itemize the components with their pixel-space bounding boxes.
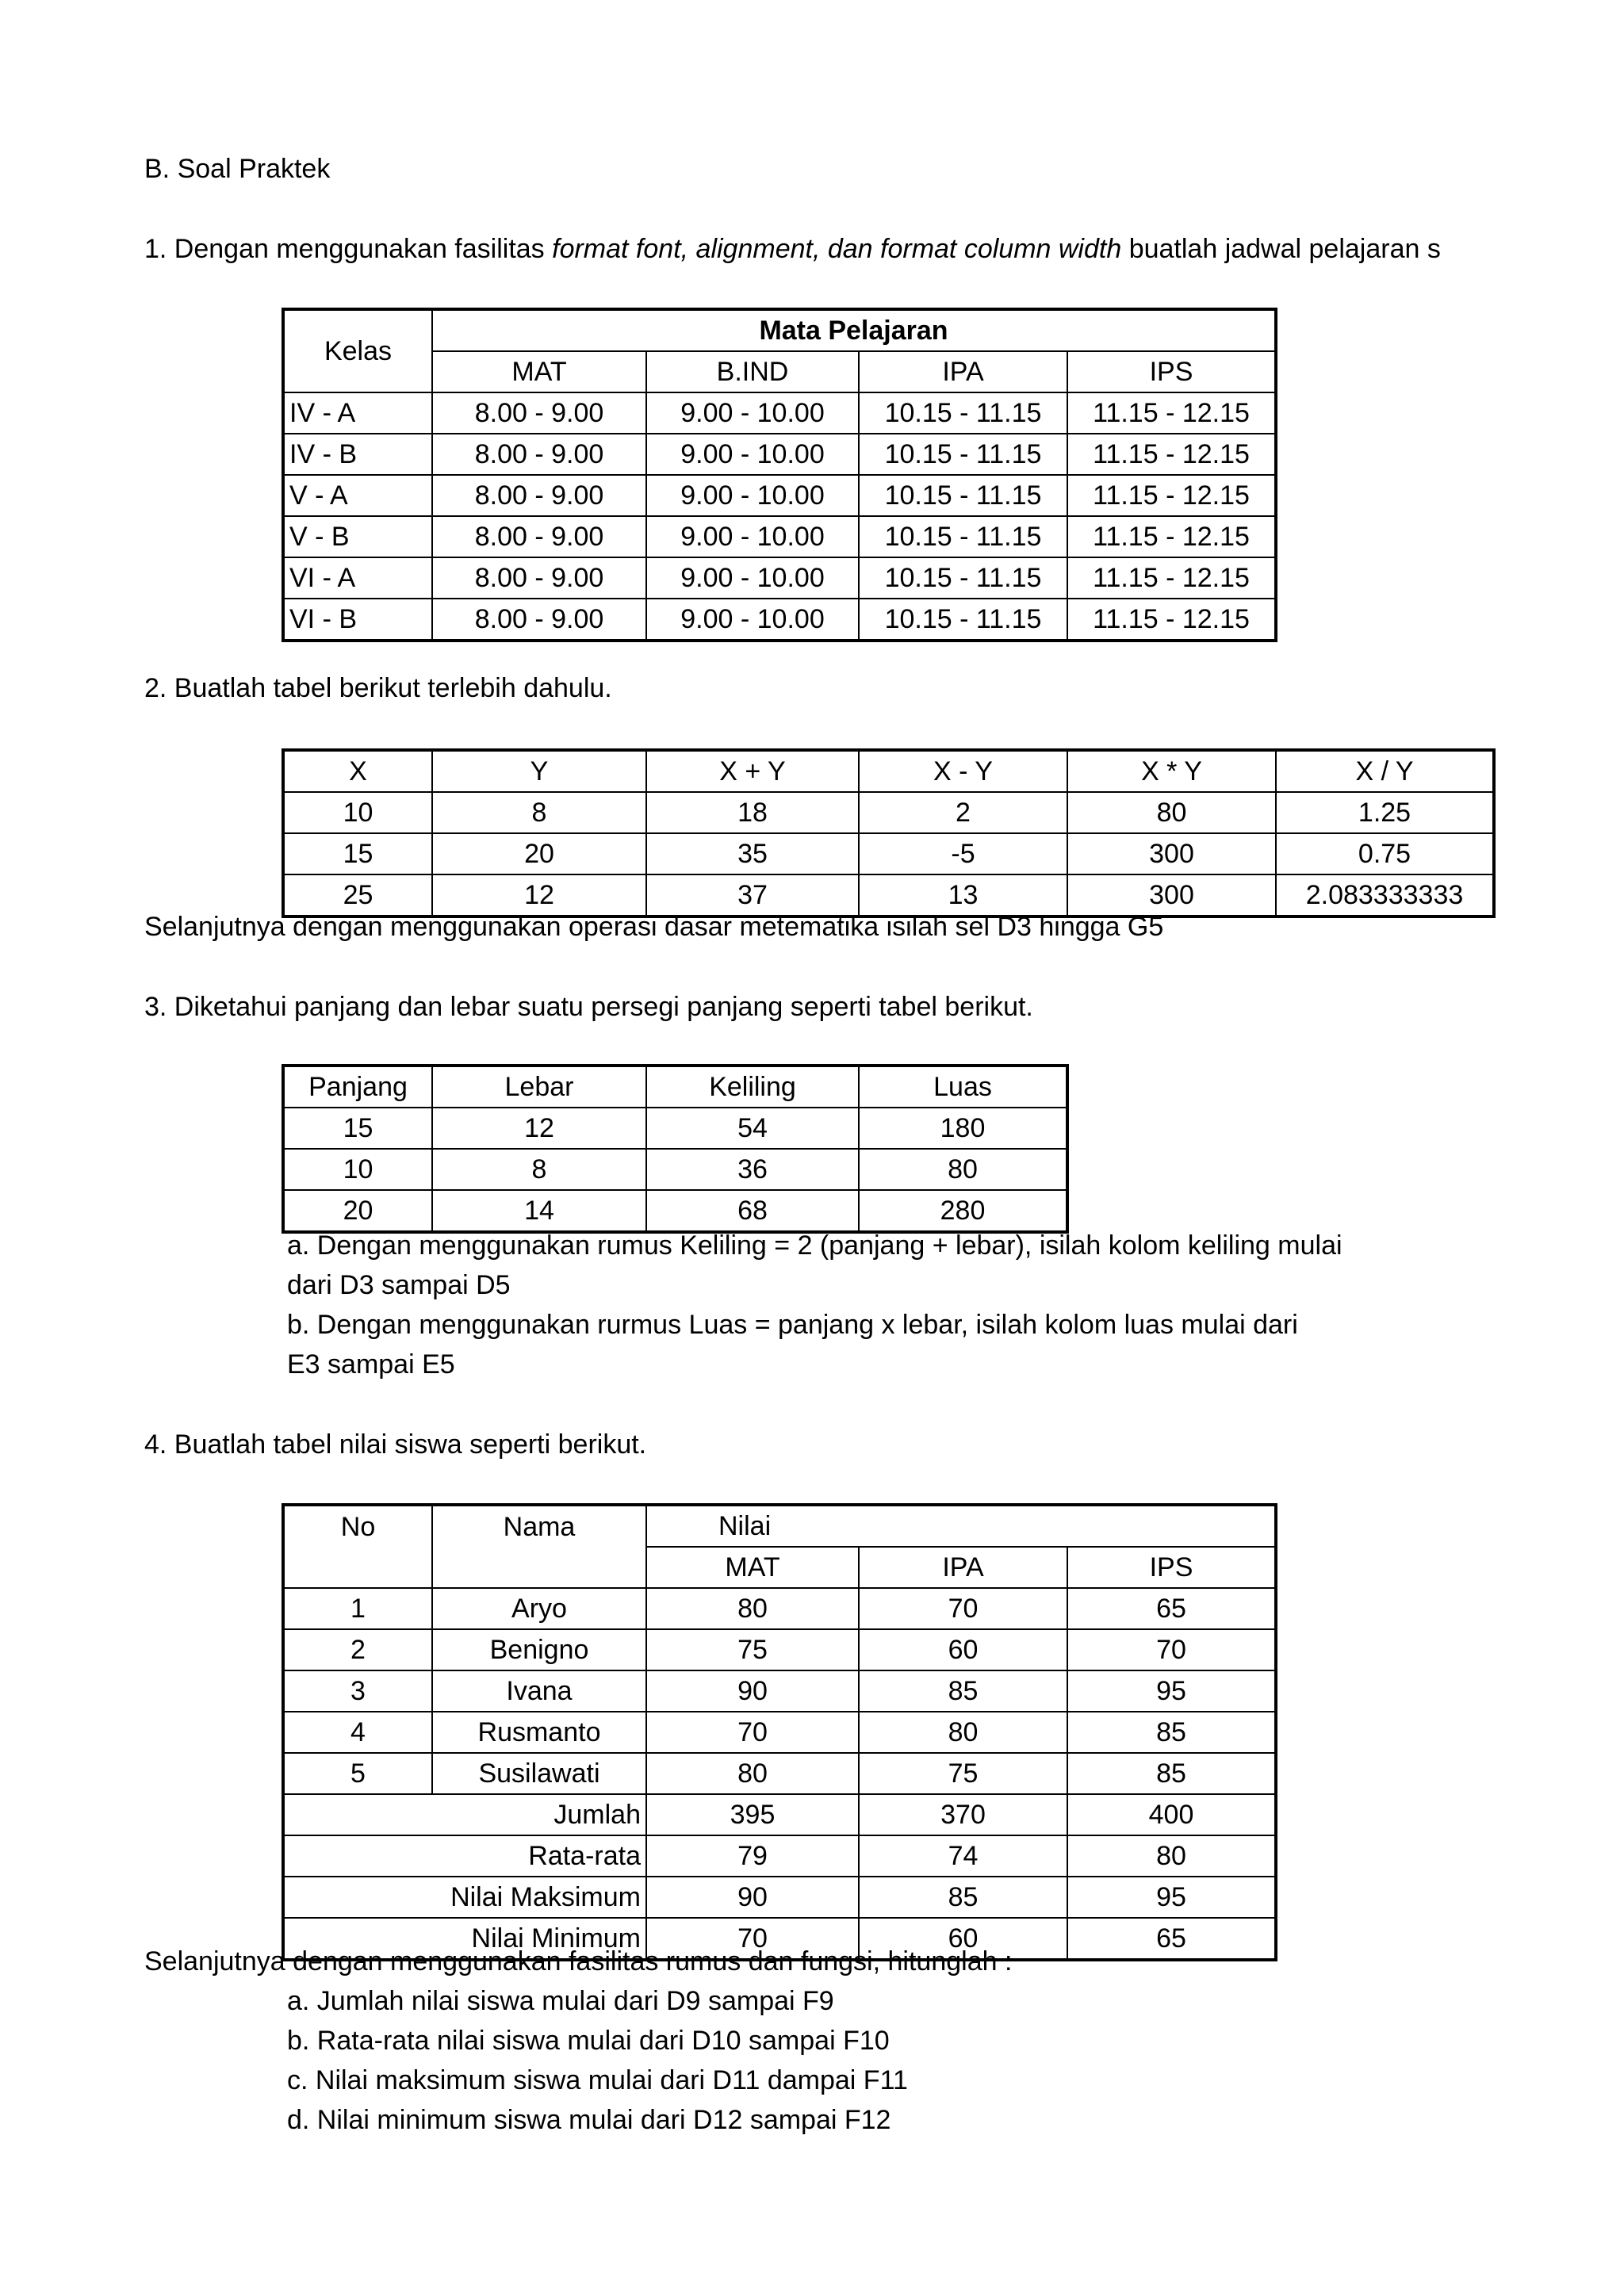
no-cell: 1 [283,1588,432,1629]
cell: 36 [646,1149,859,1190]
header-no: No [283,1505,432,1547]
q3-instruction: 3. Diketahui panjang dan lebar suatu persegi panjang seperti tabel berikut. [144,992,1033,1022]
cell: 1.25 [1276,792,1494,833]
header-cell: Luas [859,1066,1067,1108]
class-cell: VI - B [283,599,432,641]
cell: 35 [646,833,859,874]
class-cell: V - A [283,475,432,516]
header-subject: B.IND [646,351,859,392]
no-cell: 5 [283,1753,432,1794]
name-cell: Susilawati [432,1753,646,1794]
cell: 18 [646,792,859,833]
summary-cell: 370 [859,1794,1067,1835]
class-cell: IV - B [283,434,432,475]
time-cell: 10.15 - 11.15 [859,434,1067,475]
cell: 10 [283,1149,432,1190]
score-cell: 85 [859,1670,1067,1712]
time-cell: 8.00 - 9.00 [432,392,646,434]
header-kelas: Kelas [283,309,432,392]
q4-task-b: b. Rata-rata nilai siswa mulai dari D10 sampai F10 [287,2026,890,2056]
table-row [283,833,1494,874]
header-cell: X + Y [646,750,859,792]
schedule-table [282,308,1277,642]
table-row [283,557,1276,599]
time-cell: 10.15 - 11.15 [859,557,1067,599]
time-cell: 10.15 - 11.15 [859,599,1067,641]
score-cell: 70 [1067,1629,1276,1670]
no-cell: 2 [283,1629,432,1670]
score-cell: 80 [859,1712,1067,1753]
cell: -5 [859,833,1067,874]
time-cell: 10.15 - 11.15 [859,475,1067,516]
summary-cell: 74 [859,1835,1067,1877]
time-cell: 11.15 - 12.15 [1067,392,1276,434]
cell: 80 [1067,792,1276,833]
time-cell: 8.00 - 9.00 [432,516,646,557]
header-subject: MAT [432,351,646,392]
time-cell: 9.00 - 10.00 [646,599,859,641]
score-cell: 60 [859,1629,1067,1670]
score-cell: 85 [1067,1712,1276,1753]
summary-row [283,1794,1276,1835]
cell: 25 [283,874,432,916]
score-cell: 80 [646,1588,859,1629]
cell: 80 [859,1149,1067,1190]
cell: 20 [432,833,646,874]
cell: 68 [646,1190,859,1232]
score-cell: 95 [1067,1670,1276,1712]
summary-cell: 400 [1067,1794,1276,1835]
cell: 300 [1067,874,1276,916]
q4-task-a: a. Jumlah nilai siswa mulai dari D9 sampai F9 [287,1986,834,2016]
score-cell: 75 [646,1629,859,1670]
q2-note: Selanjutnya dengan menggunakan operasi dasar metematika isilah sel D3 hingga G5 [144,912,1164,942]
rectangle-table [282,1064,1069,1234]
section-title: B. Soal Praktek [144,154,331,184]
time-cell: 8.00 - 9.00 [432,475,646,516]
name-cell: Rusmanto [432,1712,646,1753]
q3-note-a-line1: a. Dengan menggunakan rumus Keliling = 2 (panjang + lebar), isilah kolom keliling mulai [287,1230,1342,1261]
summary-row [283,1835,1276,1877]
header-cell: Lebar [432,1066,646,1108]
summary-cell: 85 [859,1877,1067,1918]
q4-task-d: d. Nilai minimum siswa mulai dari D12 sampai F12 [287,2105,891,2135]
cell: 54 [646,1108,859,1149]
cell: 13 [859,874,1067,916]
summary-row [283,1877,1276,1918]
score-cell: 80 [646,1753,859,1794]
table-row [283,1588,1276,1629]
time-cell: 10.15 - 11.15 [859,516,1067,557]
cell: 15 [283,833,432,874]
q3-note-b-line2: E3 sampai E5 [287,1349,455,1380]
time-cell: 9.00 - 10.00 [646,434,859,475]
name-cell: Aryo [432,1588,646,1629]
q3-note-b-line1: b. Dengan menggunakan rurmus Luas = panjang x lebar, isilah kolom luas mulai dari [287,1310,1298,1340]
cell: 14 [432,1190,646,1232]
time-cell: 11.15 - 12.15 [1067,557,1276,599]
table-row [283,516,1276,557]
header-nilai: Nilai [646,1505,1276,1547]
cell: 20 [283,1190,432,1232]
table-row [283,1149,1067,1190]
header-cell: X * Y [1067,750,1276,792]
time-cell: 11.15 - 12.15 [1067,599,1276,641]
score-cell: 70 [646,1712,859,1753]
table-row [283,392,1276,434]
header-subject: IPA [859,351,1067,392]
time-cell: 10.15 - 11.15 [859,392,1067,434]
summary-cell: 70 [646,1918,859,1960]
table-row [283,1670,1276,1712]
no-cell: 3 [283,1670,432,1712]
arithmetic-table [282,748,1496,918]
no-cell: 4 [283,1712,432,1753]
table-row [283,1629,1276,1670]
header-subject: IPA [859,1547,1067,1588]
time-cell: 9.00 - 10.00 [646,475,859,516]
cell: 10 [283,792,432,833]
cell: 2 [859,792,1067,833]
header-cell: Panjang [283,1066,432,1108]
summary-cell: 395 [646,1794,859,1835]
header-subject: MAT [646,1547,859,1588]
summary-cell: 90 [646,1877,859,1918]
cell: 0.75 [1276,833,1494,874]
header-subject: IPS [1067,351,1276,392]
class-cell: VI - A [283,557,432,599]
summary-cell: 95 [1067,1877,1276,1918]
cell: 37 [646,874,859,916]
header-no-spacer [283,1547,432,1588]
table-row [283,1712,1276,1753]
q4-task-c: c. Nilai maksimum siswa mulai dari D11 dampai F11 [287,2065,908,2095]
score-cell: 75 [859,1753,1067,1794]
cell: 280 [859,1190,1067,1232]
table-header-row [283,1505,1276,1547]
score-cell: 90 [646,1670,859,1712]
table-row [283,1753,1276,1794]
cell: 12 [432,1108,646,1149]
header-cell: X / Y [1276,750,1494,792]
time-cell: 8.00 - 9.00 [432,557,646,599]
table-row [283,792,1494,833]
header-mata-pelajaran: Mata Pelajaran [432,309,1276,351]
score-cell: 65 [1067,1588,1276,1629]
name-cell: Ivana [432,1670,646,1712]
score-cell: 85 [1067,1753,1276,1794]
summary-cell: 79 [646,1835,859,1877]
time-cell: 9.00 - 10.00 [646,392,859,434]
cell: 15 [283,1108,432,1149]
header-subject: IPS [1067,1547,1276,1588]
header-nama-spacer [432,1547,646,1588]
summary-cell: 80 [1067,1835,1276,1877]
summary-label: Rata-rata [283,1835,646,1877]
time-cell: 9.00 - 10.00 [646,516,859,557]
cell: 8 [432,792,646,833]
cell: 2.083333333 [1276,874,1494,916]
table-header-row [283,1066,1067,1108]
time-cell: 9.00 - 10.00 [646,557,859,599]
table-subheader-row [283,1547,1276,1588]
name-cell: Benigno [432,1629,646,1670]
score-cell: 70 [859,1588,1067,1629]
time-cell: 11.15 - 12.15 [1067,475,1276,516]
summary-label: Nilai Minimum [283,1918,646,1960]
header-cell: Keliling [646,1066,859,1108]
table-row [283,599,1276,641]
class-cell: IV - A [283,392,432,434]
q4-note: Selanjutnya dengan menggunakan fasilitas rumus dan fungsi, hitunglah : [144,1946,1013,1976]
q3-note-a-line2: dari D3 sampai D5 [287,1270,511,1300]
class-cell: V - B [283,516,432,557]
header-nama: Nama [432,1505,646,1547]
summary-label: Nilai Maksimum [283,1877,646,1918]
summary-cell: 60 [859,1918,1067,1960]
time-cell: 8.00 - 9.00 [432,434,646,475]
header-cell: Y [432,750,646,792]
q2-instruction: 2. Buatlah tabel berikut terlebih dahulu. [144,673,612,703]
time-cell: 8.00 - 9.00 [432,599,646,641]
cell: 300 [1067,833,1276,874]
summary-label: Jumlah [283,1794,646,1835]
cell: 8 [432,1149,646,1190]
cell: 180 [859,1108,1067,1149]
time-cell: 11.15 - 12.15 [1067,516,1276,557]
q4-instruction: 4. Buatlah tabel nilai siswa seperti berikut. [144,1429,647,1460]
grades-table [282,1503,1277,1961]
time-cell: 11.15 - 12.15 [1067,434,1276,475]
q1-instruction: 1. Dengan menggunakan fasilitas format font, alignment, dan format column width buatlah jadwal pelajaran s [144,234,1441,264]
cell: 12 [432,874,646,916]
table-row [283,1108,1067,1149]
table-row [283,434,1276,475]
header-cell: X - Y [859,750,1067,792]
header-cell: X [283,750,432,792]
table-row [283,475,1276,516]
table-header-row [283,750,1494,792]
summary-cell: 65 [1067,1918,1276,1960]
